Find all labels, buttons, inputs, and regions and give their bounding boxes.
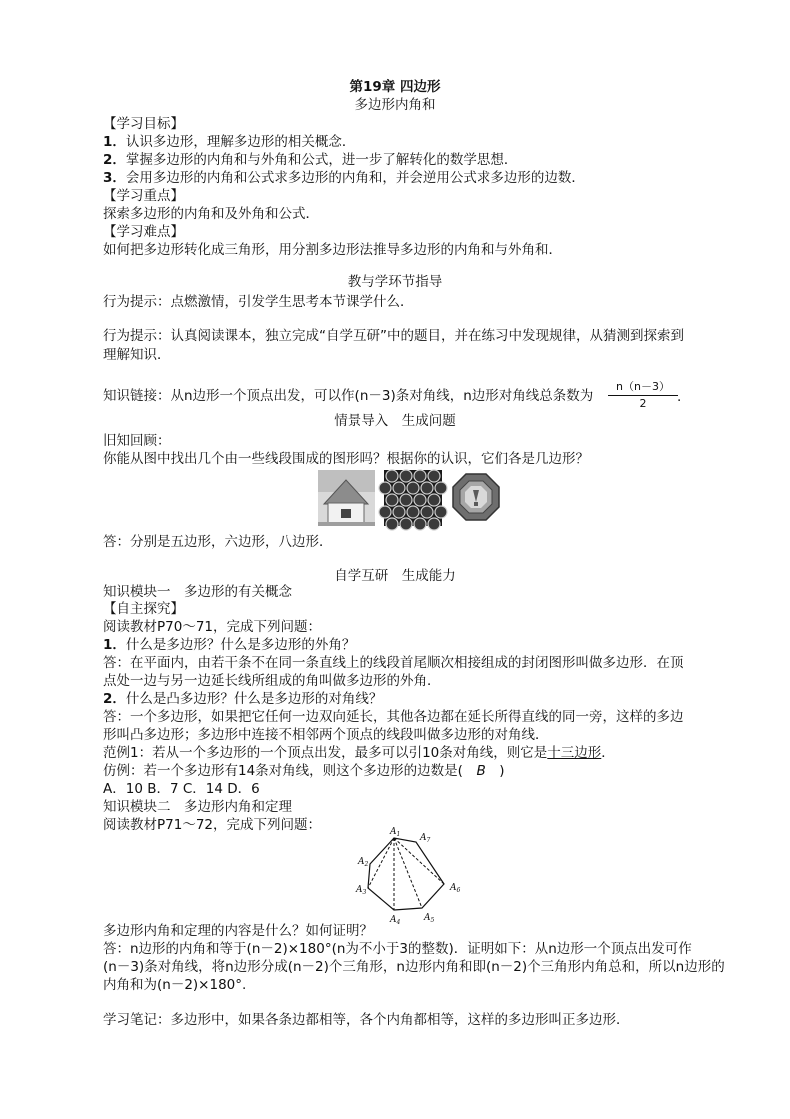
honeycomb-picture <box>384 470 442 526</box>
example-2-options: A．10 B．7 C．14 D．6 <box>103 781 260 797</box>
diagonal-line <box>394 838 422 908</box>
vertex-label: $A_5$ <box>424 913 435 924</box>
question-1 <box>103 636 355 654</box>
diagonal-line <box>368 838 394 888</box>
answer-2-line-1: 答：一个多边形，如果把它任何一边双向延长，其他各边都在延长所得直线的同一旁，这样的多边 <box>103 709 684 725</box>
vertex-label: $A_3$ <box>356 885 367 896</box>
fraction-bar <box>608 395 678 396</box>
heptagon-diagram <box>350 827 470 926</box>
review-label: 旧知回顾： <box>103 433 171 449</box>
example-1-text: 范例1：若从一个多边形的一个顶点出发，最多可以引10条对角线，则它是 <box>103 745 548 761</box>
example-2-answer: B <box>476 763 486 779</box>
goal-2-text: 掌握多边形的内角和与外角和公式，进一步了解转化的数学思想． <box>125 152 518 168</box>
example-1-end: ． <box>601 745 615 761</box>
focus-heading: 【学习重点】 <box>103 188 184 204</box>
goal-3-number: 3． <box>103 170 126 186</box>
difficulty-text: 如何把多边形转化成三角形，用分割多边形法推导多边形的内角和与外角和． <box>103 242 562 258</box>
example-1 <box>103 744 615 762</box>
hint-1: 行为提示：点燃激情，引发学生思考本节课学什么． <box>103 294 414 310</box>
question-2 <box>103 690 382 708</box>
difficulty-heading: 【学习难点】 <box>103 224 184 240</box>
read-instruction-1: 阅读教材P70～71，完成下列问题： <box>103 619 321 635</box>
octagon-picture <box>451 472 501 522</box>
answer-3-line-1: 答：n边形的内角和等于(n－2)×180°(n为不小于3的整数)．证明如下：从n边形一个顶点出发可作 <box>103 941 692 957</box>
review-question: 你能从图中找出几个由一些线段围成的图形吗？根据你的认识，它们各是几边形？ <box>103 451 589 467</box>
section-title: 多边形内角和 <box>354 97 436 113</box>
heptagon-diagonals <box>368 838 444 910</box>
diagonal-count-fraction <box>608 380 678 411</box>
explore-heading: 【自主探究】 <box>103 601 184 617</box>
vertex-label: $A_1$ <box>390 827 401 838</box>
house-picture <box>318 470 375 526</box>
vertex-label: $A_6$ <box>450 883 461 894</box>
question-2-number: 2． <box>103 691 126 707</box>
answer-1-line-2: 点处一边与另一边延长线所组成的角叫做多边形的外角． <box>103 673 441 689</box>
module-1-title: 知识模块一 多边形的有关概念 <box>103 584 292 600</box>
answer-3-line-2: (n－3)条对角线，将n边形分成(n－2)个三角形，n边形内角和即(n－2)个三角形内角总和，所以n边形的 <box>103 959 725 975</box>
self-study-heading: 自学互研 生成能力 <box>334 568 456 584</box>
fraction-numerator: n（n－3） <box>616 380 670 393</box>
focus-text: 探索多边形的内角和及外角和公式． <box>103 206 319 222</box>
vertex-label: $A_2$ <box>358 857 369 868</box>
question-2-text: 什么是凸多边形？什么是多边形的对角线？ <box>125 691 383 707</box>
goal-1-text: 认识多边形，理解多边形的相关概念． <box>125 134 356 150</box>
goals-heading: 【学习目标】 <box>103 116 184 132</box>
knowledge-link: 知识链接：从n边形一个顶点出发，可以作(n－3)条对角线，n边形对角线总条数为 <box>103 388 594 404</box>
goal-2-number: 2． <box>103 152 126 168</box>
example-1-answer: 十三边形 <box>547 745 602 761</box>
study-note: 学习笔记：多边形中，如果各条边都相等，各个内角都相等，这样的多边形叫正多边形． <box>103 1012 630 1028</box>
answer-1-line-1: 答：在平面内，由若干条不在同一条直线上的线段首尾顺次相接组成的封闭图形叫做多边形．在顶 <box>103 655 684 671</box>
goal-2 <box>103 151 517 169</box>
diagonal-line <box>394 838 444 884</box>
example-2-text: 仿例：若一个多边形有14条对角线，则这个多边形的边数是( <box>103 763 477 779</box>
example-2-end: ) <box>485 763 505 779</box>
goal-1-number: 1． <box>103 134 126 150</box>
vertex-label: $A_4$ <box>390 915 401 926</box>
guide-heading: 教与学环节指导 <box>347 274 443 290</box>
answer-2-line-2: 形叫凸多边形；多边形中连接不相邻两个顶点的线段叫做多边形的对角线． <box>103 727 549 743</box>
example-2 <box>103 762 505 780</box>
goal-3 <box>103 169 585 187</box>
question-1-number: 1． <box>103 637 126 653</box>
fraction-period: . <box>677 389 682 405</box>
scene-heading: 情景导入 生成问题 <box>334 413 456 429</box>
chapter-title: 第19章 四边形 <box>349 79 441 95</box>
hint-2-line-1: 行为提示：认真阅读课本，独立完成“自学互研”中的题目，并在练习中发现规律，从猜测到探索到 <box>103 328 684 344</box>
vertex-label: $A_7$ <box>420 833 431 844</box>
hint-2-line-2: 理解知识． <box>103 347 171 363</box>
heptagon-labels <box>355 827 461 926</box>
read-instruction-2: 阅读教材P71～72，完成下列问题： <box>103 817 321 833</box>
fraction-denominator: 2 <box>639 397 647 410</box>
question-1-text: 什么是多边形？什么是多边形的外角？ <box>125 637 356 653</box>
goal-3-text: 会用多边形的内角和公式求多边形的内角和，并会逆用公式求多边形的边数． <box>125 170 585 186</box>
goal-1 <box>103 133 355 151</box>
review-answer: 答：分别是五边形，六边形，八边形． <box>103 534 333 550</box>
answer-3-line-3: 内角和为(n－2)×180°. <box>103 977 247 993</box>
module-2-title: 知识模块二 多边形内角和定理 <box>103 799 292 815</box>
question-3: 多边形内角和定理的内容是什么？如何证明？ <box>103 923 373 939</box>
